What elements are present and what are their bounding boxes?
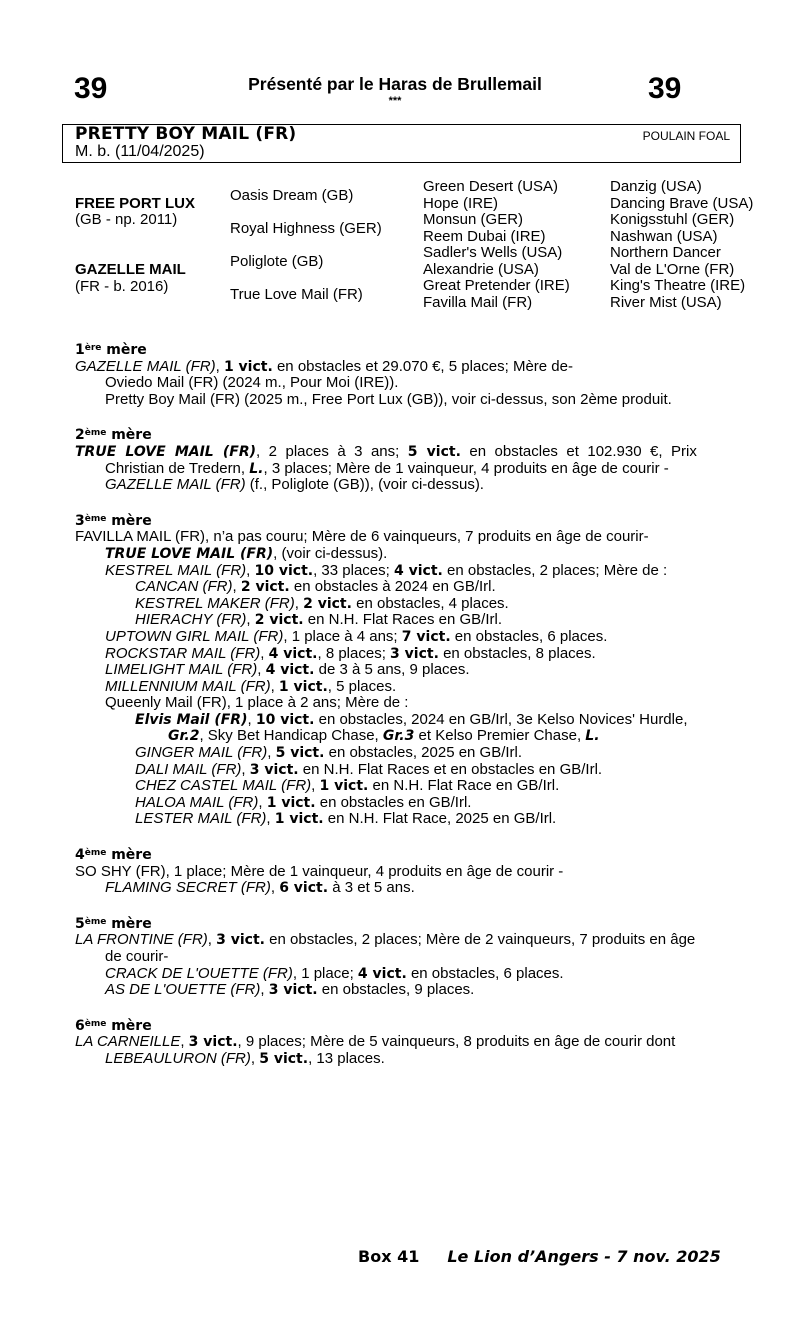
wins: 1 vict.: [266, 794, 316, 811]
pedigree-gen3: Green Desert (USA): [423, 178, 559, 195]
text-line: [75, 880, 735, 897]
horse-ref: UPTOWN GIRL MAIL (FR): [105, 627, 284, 645]
wins: 3 vict.: [216, 932, 265, 949]
section-ordinal: ème: [84, 916, 107, 927]
text-line: [75, 629, 735, 646]
wins: 4 vict.: [265, 662, 315, 679]
text: ,: [246, 561, 255, 579]
text: en N.H. Flat Races et en obstacles en GB/Irl.: [298, 760, 603, 778]
horse-ref: KESTREL MAIL (FR): [105, 561, 247, 579]
section-1st-dam: [75, 340, 735, 408]
text: en obstacles, 2024 en GB/Irl, 3e Kelso Novices' Hurdle,: [314, 710, 688, 728]
text-line: [75, 662, 735, 679]
pedigree-gen2: True Love Mail (FR): [230, 286, 363, 303]
section-number: 3: [75, 512, 85, 529]
section-ordinal: ème: [84, 513, 107, 524]
text: , 8 places;: [317, 644, 391, 662]
wins: 10 vict.: [254, 562, 314, 579]
race-grade: Gr.2: [168, 728, 200, 745]
pedigree-gen4: Val de L'Orne (FR): [610, 261, 735, 278]
text-line: [75, 966, 735, 983]
text: , 13 places.: [308, 1049, 385, 1067]
presenter-title: Présenté par le Haras de Brullemail: [248, 74, 542, 94]
section-3rd-dam: [75, 511, 735, 828]
text: en obstacles, 2025 en GB/Irl.: [324, 744, 523, 762]
wins: 3 vict.: [268, 982, 318, 999]
box-number: Box 41: [358, 1247, 420, 1266]
pedigree-gen4: Danzig (USA): [610, 178, 702, 195]
race-grade: L.: [249, 460, 264, 477]
text: ,: [260, 981, 269, 999]
text-line: [75, 811, 735, 828]
text: ,: [207, 931, 217, 949]
text: , 1 place;: [292, 964, 358, 982]
text-line: [75, 932, 735, 949]
text: ,: [241, 760, 250, 778]
pedigree-dam-name: GAZELLE MAIL: [75, 261, 186, 278]
section-6th-dam: [75, 1016, 735, 1068]
text: en obstacles, 6 places.: [450, 627, 608, 645]
pedigree-gen4: Konigsstuhl (GER): [610, 211, 735, 228]
horse-ref: ROCKSTAR MAIL (FR): [105, 644, 261, 662]
pedigree-gen3: Hope (IRE): [423, 195, 499, 212]
horse-ref: GINGER MAIL (FR): [135, 744, 268, 762]
horse-name: PRETTY BOY MAIL (FR): [75, 124, 297, 144]
section-ordinal: ème: [84, 428, 107, 439]
horse-ref: AS DE L'OUETTE (FR): [105, 981, 261, 999]
pedigree-gen4: Northern Dancer: [610, 244, 721, 261]
text-line: [75, 461, 735, 478]
text: ,: [267, 744, 276, 762]
wins: 6 vict.: [279, 880, 329, 897]
text-line: Pretty Boy Mail (FR) (2025 m., Free Port Lux (GB)), voir ci-dessus, son 2ème produit.: [105, 390, 672, 408]
text: en N.H. Flat Race en GB/Irl.: [368, 777, 560, 795]
text: ,: [247, 710, 256, 728]
wins: 3 vict.: [188, 1034, 238, 1051]
text: en obstacles, 2 places; Mère de :: [442, 561, 668, 579]
race-grade: Gr.3: [382, 728, 415, 745]
section-title: [75, 425, 735, 444]
text-line: [75, 762, 735, 779]
text: en obstacles et 102.930 €, Prix: [460, 442, 697, 460]
section-number: 6: [75, 1017, 85, 1034]
family-notes: [75, 340, 735, 1085]
text: et Kelso Premier Chase,: [414, 727, 586, 745]
pedigree-gen3: Reem Dubai (IRE): [423, 228, 546, 245]
text: ,: [270, 677, 279, 695]
text-line: [75, 1051, 735, 1068]
pedigree-gen3: Favilla Mail (FR): [423, 294, 533, 311]
text-line: [75, 546, 735, 563]
horse-ref: HIERACHY (FR): [135, 611, 247, 629]
text: Christian de Tredern,: [105, 459, 250, 477]
wins: 3 vict.: [249, 761, 299, 778]
text: ,: [311, 777, 320, 795]
pedigree-gen4: Nashwan (USA): [610, 228, 718, 245]
section-4th-dam: [75, 845, 735, 897]
text: ,: [258, 793, 267, 811]
section-number: 2: [75, 427, 85, 444]
text: en obstacles, 4 places.: [351, 594, 509, 612]
wins: 4 vict.: [357, 965, 407, 982]
horse-ref: GAZELLE MAIL (FR): [105, 476, 246, 494]
horse-ref: LA CARNEILLE: [75, 1033, 181, 1051]
horse-ref: HALOA MAIL (FR): [135, 793, 259, 811]
text-line: [75, 477, 735, 494]
text-line: Queenly Mail (FR), 1 place à 2 ans; Mère de :: [105, 694, 409, 712]
horse-ref: LESTER MAIL (FR): [135, 810, 267, 828]
pedigree-gen2: Poliglote (GB): [230, 253, 324, 270]
text: en obstacles, 2 places; Mère de 2 vainqueurs, 7 produits en âge: [264, 931, 696, 949]
section-title: [75, 1016, 735, 1035]
pedigree-gen3: Great Pretender (IRE): [423, 277, 570, 294]
wins: 1 vict.: [319, 778, 369, 795]
section-word: mère: [111, 1017, 152, 1034]
pedigree-gen4: Dancing Brave (USA): [610, 195, 754, 212]
horse-ref: CRACK DE L'OUETTE (FR): [105, 964, 293, 982]
text: en obstacles en GB/Irl.: [315, 793, 472, 811]
wins: 5 vict.: [259, 1050, 309, 1067]
horse-ref: DALI MAIL (FR): [135, 760, 242, 778]
horse-ref: LIMELIGHT MAIL (FR): [105, 661, 258, 679]
section-word: mère: [106, 342, 147, 358]
text: ,: [180, 1033, 189, 1051]
text: en obstacles, 6 places.: [406, 964, 564, 982]
text-line: [75, 728, 735, 745]
text-line: [75, 646, 735, 663]
horse-ref: FLAMING SECRET (FR): [105, 879, 271, 897]
wins: 2 vict.: [254, 612, 304, 629]
text: en N.H. Flat Races en GB/Irl.: [303, 611, 503, 629]
section-number: 4: [75, 847, 85, 864]
text: ,: [250, 1049, 260, 1067]
section-number: 1: [75, 342, 85, 358]
wins: 3 vict.: [390, 645, 439, 662]
horse-ref-black-type: TRUE LOVE MAIL (FR): [105, 545, 274, 562]
text-line: [75, 982, 735, 999]
pedigree-gen3: Monsun (GER): [423, 211, 524, 228]
pedigree-gen2: Royal Highness (GER): [230, 220, 382, 237]
text: , 1 place à 4 ans;: [283, 627, 402, 645]
horse-ref: GAZELLE MAIL (FR): [75, 357, 216, 375]
pedigree-gen4: River Mist (USA): [610, 294, 722, 311]
section-word: mère: [111, 915, 152, 932]
text: , 3 places; Mère de 1 vainqueur, 4 produits en âge de courir -: [263, 459, 669, 477]
horse-birth: M. b. (11/04/2025): [75, 143, 205, 160]
wins: 1 vict.: [274, 811, 324, 828]
pedigree-gen4: King's Theatre (IRE): [610, 277, 746, 294]
text: ,: [257, 661, 266, 679]
section-title: [75, 340, 735, 359]
text: en N.H. Flat Race, 2025 en GB/Irl.: [323, 810, 557, 828]
wins: 2 vict.: [303, 595, 352, 612]
horse-ref: MILLENNIUM MAIL (FR): [105, 677, 271, 695]
text-line: FAVILLA MAIL (FR), n’a pas couru; Mère de 6 vainqueurs, 7 produits en âge de courir-: [75, 528, 649, 546]
sex-label: POULAIN FOAL: [642, 129, 730, 143]
text: ,: [215, 357, 224, 375]
text: ,: [294, 594, 304, 612]
text-line: [75, 795, 735, 812]
pedigree-gen2: Oasis Dream (GB): [230, 187, 354, 204]
horse-ref-black-type: TRUE LOVE MAIL (FR): [75, 443, 257, 460]
text: à 3 et 5 ans.: [328, 879, 415, 897]
wins: 7 vict.: [401, 628, 451, 645]
horse-ref: KESTREL MAKER (FR): [135, 594, 295, 612]
wins: 4 vict.: [268, 645, 318, 662]
section-number: 5: [75, 915, 85, 932]
section-ordinal: ère: [84, 343, 102, 353]
text: de 3 à 5 ans, 9 places.: [314, 661, 470, 679]
lot-number-right: 39: [648, 72, 682, 105]
section-title: [75, 511, 735, 530]
section-5th-dam: [75, 914, 735, 999]
text: , Sky Bet Handicap Chase,: [199, 727, 383, 745]
text-line: [75, 612, 735, 629]
text-line: [75, 745, 735, 762]
horse-ref-black-type: Elvis Mail (FR): [135, 711, 248, 728]
text: ,: [232, 578, 241, 596]
horse-ref: LA FRONTINE (FR): [75, 931, 208, 949]
wins: 5 vict.: [407, 443, 461, 460]
text-line: SO SHY (FR), 1 place; Mère de 1 vainqueur, 4 produits en âge de courir -: [75, 862, 564, 880]
wins: 2 vict.: [240, 579, 290, 596]
text-line: [75, 778, 735, 795]
section-title: [75, 845, 735, 864]
text: , 2 places à 3 ans;: [256, 442, 408, 460]
wins: 10 vict.: [255, 711, 315, 728]
text: en obstacles et 29.070 €, 5 places; Mère de-: [272, 357, 573, 375]
horse-ref: LEBEAULURON (FR): [105, 1049, 251, 1067]
text-line: de courir-: [105, 948, 169, 965]
pedigree-gen3: Sadler's Wells (USA): [423, 244, 563, 261]
text: , 9 places; Mère de 5 vainqueurs, 8 produits en âge de courir dont: [237, 1033, 676, 1051]
text: , (voir ci-dessus).: [273, 544, 388, 562]
pedigree-dam-info: (FR - b. 2016): [75, 278, 169, 295]
text-line: [75, 1034, 735, 1051]
text-line: [75, 444, 735, 461]
section-word: mère: [111, 427, 152, 444]
text: (f., Poliglote (GB)), (voir ci-dessus).: [245, 476, 484, 494]
text: , 33 places;: [313, 561, 394, 579]
race-grade: L.: [585, 728, 600, 745]
text: ,: [260, 644, 269, 662]
section-ordinal: ème: [84, 848, 107, 859]
horse-ref: CHEZ CASTEL MAIL (FR): [135, 777, 312, 795]
pedigree-sire-name: FREE PORT LUX: [75, 195, 196, 212]
wins: 1 vict.: [278, 678, 328, 695]
wins: 4 vict.: [393, 562, 443, 579]
text: en obstacles à 2024 en GB/Irl.: [289, 578, 496, 596]
text: , 5 places.: [327, 677, 397, 695]
text: ,: [246, 611, 255, 629]
section-title: [75, 914, 735, 933]
horse-ref: CANCAN (FR): [135, 578, 233, 596]
wins: 1 vict.: [223, 358, 273, 375]
text-line: [75, 712, 735, 729]
text-line: Oviedo Mail (FR) (2024 m., Pour Moi (IRE)).: [105, 374, 399, 392]
text-line: [75, 596, 735, 613]
horse-identity-box: [62, 124, 741, 163]
wins: 5 vict.: [275, 745, 325, 762]
text: en obstacles, 8 places.: [438, 644, 596, 662]
section-word: mère: [111, 512, 152, 529]
section-ordinal: ème: [84, 1018, 107, 1029]
pedigree-sire-info: (GB - np. 2011): [75, 211, 178, 228]
lot-number-left: 39: [74, 72, 108, 105]
section-word: mère: [111, 847, 152, 864]
text-line: [75, 563, 735, 580]
text: en obstacles, 9 places.: [317, 981, 475, 999]
page-footer: [358, 1248, 721, 1266]
separator-stars: ***: [388, 95, 402, 107]
text-line: [75, 359, 735, 376]
text: ,: [270, 879, 280, 897]
text: ,: [266, 810, 275, 828]
text-line: [75, 679, 735, 696]
sale-venue-date: Le Lion d’Angers - 7 nov. 2025: [447, 1247, 721, 1266]
text-line: [75, 579, 735, 596]
pedigree-gen3: Alexandrie (USA): [423, 261, 539, 278]
section-2nd-dam: [75, 425, 735, 493]
